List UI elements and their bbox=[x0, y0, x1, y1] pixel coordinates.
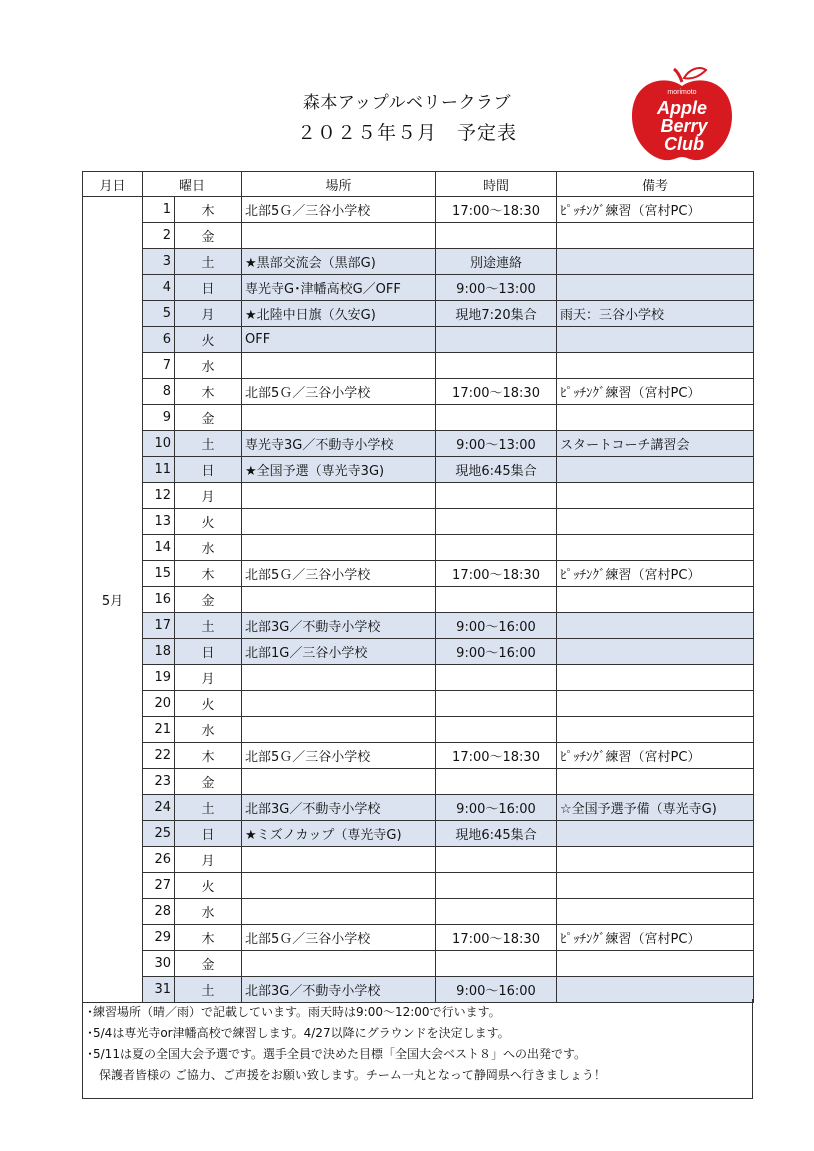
weekday-cell: 火 bbox=[175, 327, 242, 353]
note-cell bbox=[557, 249, 754, 275]
day-cell: 4 bbox=[143, 275, 175, 301]
schedule-row bbox=[83, 925, 754, 951]
schedule-row bbox=[83, 587, 754, 613]
day-cell: 7 bbox=[143, 353, 175, 379]
weekday-cell: 金 bbox=[175, 951, 242, 977]
place-cell bbox=[242, 405, 436, 431]
day-cell: 10 bbox=[143, 431, 175, 457]
logo-arc-text: morimoto bbox=[667, 89, 697, 96]
place-cell: ★北陸中日旗（久安G) bbox=[242, 301, 436, 327]
schedule-row bbox=[83, 275, 754, 301]
day-cell: 8 bbox=[143, 379, 175, 405]
weekday-cell: 金 bbox=[175, 769, 242, 795]
weekday-cell: 木 bbox=[175, 925, 242, 951]
time-cell bbox=[436, 587, 557, 613]
place-cell bbox=[242, 873, 436, 899]
weekday-cell: 水 bbox=[175, 717, 242, 743]
weekday-cell: 日 bbox=[175, 457, 242, 483]
place-cell: ★黒部交流会（黒部G) bbox=[242, 249, 436, 275]
schedule-row bbox=[83, 795, 754, 821]
schedule-row bbox=[83, 379, 754, 405]
schedule-row bbox=[83, 951, 754, 977]
place-cell bbox=[242, 665, 436, 691]
time-cell: 現地6:45集合 bbox=[436, 821, 557, 847]
weekday-cell: 火 bbox=[175, 509, 242, 535]
schedule-row bbox=[83, 405, 754, 431]
note-cell: ﾋﾟｯﾁﾝｸﾞ練習（宮村PC） bbox=[557, 379, 754, 405]
schedule-row bbox=[83, 431, 754, 457]
note-line: 保護者皆様の ご協力、ご声援をお願い致します。チーム一丸となって静岡県へ行きましょう！ bbox=[87, 1068, 606, 1082]
note-cell bbox=[557, 457, 754, 483]
time-cell: 17:00～18:30 bbox=[436, 379, 557, 405]
logo-line-apple: Apple bbox=[656, 98, 708, 118]
day-cell: 16 bbox=[143, 587, 175, 613]
weekday-cell: 月 bbox=[175, 847, 242, 873]
day-cell: 31 bbox=[143, 977, 175, 1003]
weekday-cell: 日 bbox=[175, 639, 242, 665]
place-cell bbox=[242, 691, 436, 717]
place-cell: 専光寺G･津幡高校G／OFF bbox=[242, 275, 436, 301]
header-dow: 曜日 bbox=[143, 172, 242, 197]
time-cell: 現地6:45集合 bbox=[436, 457, 557, 483]
day-cell: 11 bbox=[143, 457, 175, 483]
weekday-cell: 月 bbox=[175, 665, 242, 691]
time-cell: 別途連絡 bbox=[436, 249, 557, 275]
day-cell: 21 bbox=[143, 717, 175, 743]
note-cell bbox=[557, 951, 754, 977]
weekday-cell: 月 bbox=[175, 483, 242, 509]
time-cell: 17:00～18:30 bbox=[436, 743, 557, 769]
note-cell bbox=[557, 873, 754, 899]
note-cell bbox=[557, 613, 754, 639]
note-cell: ﾋﾟｯﾁﾝｸﾞ練習（宮村PC） bbox=[557, 925, 754, 951]
day-cell: 14 bbox=[143, 535, 175, 561]
note-cell: スタートコーチ講習会 bbox=[557, 431, 754, 457]
day-cell: 18 bbox=[143, 639, 175, 665]
day-cell: 26 bbox=[143, 847, 175, 873]
note-cell: ﾋﾟｯﾁﾝｸﾞ練習（宮村PC） bbox=[557, 561, 754, 587]
schedule-row bbox=[83, 509, 754, 535]
time-cell: 9:00～16:00 bbox=[436, 639, 557, 665]
note-cell bbox=[557, 535, 754, 561]
note-line: ･5/4は専光寺or津幡高校で練習します。4/27以降にグラウンドを決定します。 bbox=[87, 1026, 510, 1040]
weekday-cell: 木 bbox=[175, 561, 242, 587]
schedule-row bbox=[83, 821, 754, 847]
day-cell: 27 bbox=[143, 873, 175, 899]
day-cell: 28 bbox=[143, 899, 175, 925]
place-cell bbox=[242, 769, 436, 795]
note-cell: ☆全国予選予備（専光寺G) bbox=[557, 795, 754, 821]
weekday-cell: 日 bbox=[175, 821, 242, 847]
schedule-row bbox=[83, 457, 754, 483]
weekday-cell: 日 bbox=[175, 275, 242, 301]
time-cell: 9:00～13:00 bbox=[436, 275, 557, 301]
header-time: 時間 bbox=[436, 172, 557, 197]
notes-box bbox=[82, 999, 753, 1099]
day-cell: 2 bbox=[143, 223, 175, 249]
place-cell bbox=[242, 717, 436, 743]
time-cell bbox=[436, 951, 557, 977]
place-cell bbox=[242, 899, 436, 925]
schedule-row bbox=[83, 327, 754, 353]
schedule-body bbox=[83, 197, 754, 1003]
time-cell bbox=[436, 405, 557, 431]
schedule-row bbox=[83, 743, 754, 769]
schedule-row bbox=[83, 561, 754, 587]
logo-line-berry: Berry bbox=[660, 116, 708, 136]
weekday-cell: 土 bbox=[175, 795, 242, 821]
time-cell bbox=[436, 847, 557, 873]
schedule-row bbox=[83, 613, 754, 639]
schedule-row bbox=[83, 873, 754, 899]
place-cell bbox=[242, 353, 436, 379]
place-cell bbox=[242, 483, 436, 509]
weekday-cell: 土 bbox=[175, 249, 242, 275]
time-cell: 17:00～18:30 bbox=[436, 925, 557, 951]
month-cell: 5月 bbox=[83, 197, 143, 1003]
weekday-cell: 金 bbox=[175, 405, 242, 431]
schedule-row bbox=[83, 639, 754, 665]
note-cell bbox=[557, 665, 754, 691]
schedule-row bbox=[83, 223, 754, 249]
place-cell: ★全国予選（専光寺3G) bbox=[242, 457, 436, 483]
schedule-title: ２０２５年５月 予定表 bbox=[296, 122, 517, 144]
time-cell bbox=[436, 223, 557, 249]
note-cell bbox=[557, 847, 754, 873]
time-cell: 17:00～18:30 bbox=[436, 561, 557, 587]
day-cell: 25 bbox=[143, 821, 175, 847]
weekday-cell: 金 bbox=[175, 587, 242, 613]
schedule-row bbox=[83, 691, 754, 717]
time-cell: 9:00～16:00 bbox=[436, 977, 557, 1003]
note-cell bbox=[557, 353, 754, 379]
time-cell: 9:00～13:00 bbox=[436, 431, 557, 457]
weekday-cell: 水 bbox=[175, 899, 242, 925]
note-cell bbox=[557, 717, 754, 743]
apple-leaf-icon bbox=[684, 68, 706, 78]
logo-line-club: Club bbox=[664, 134, 704, 154]
note-cell bbox=[557, 691, 754, 717]
time-cell bbox=[436, 665, 557, 691]
note-cell bbox=[557, 899, 754, 925]
day-cell: 15 bbox=[143, 561, 175, 587]
weekday-cell: 木 bbox=[175, 379, 242, 405]
note-cell bbox=[557, 639, 754, 665]
header-row bbox=[83, 172, 754, 197]
schedule-row bbox=[83, 353, 754, 379]
place-cell: 北部3G／不動寺小学校 bbox=[242, 795, 436, 821]
note-cell: 雨天：三谷小学校 bbox=[557, 301, 754, 327]
time-cell bbox=[436, 327, 557, 353]
day-cell: 3 bbox=[143, 249, 175, 275]
note-cell bbox=[557, 587, 754, 613]
weekday-cell: 月 bbox=[175, 301, 242, 327]
header-note: 備考 bbox=[557, 172, 754, 197]
time-cell: 9:00～16:00 bbox=[436, 795, 557, 821]
note-cell bbox=[557, 275, 754, 301]
day-cell: 19 bbox=[143, 665, 175, 691]
note-cell: ﾋﾟｯﾁﾝｸﾞ練習（宮村PC） bbox=[557, 197, 754, 223]
place-cell: 北部5Ｇ／三谷小学校 bbox=[242, 925, 436, 951]
time-cell bbox=[436, 353, 557, 379]
time-cell bbox=[436, 717, 557, 743]
weekday-cell: 木 bbox=[175, 197, 242, 223]
schedule-table bbox=[82, 171, 754, 1003]
place-cell: 北部3G／不動寺小学校 bbox=[242, 977, 436, 1003]
place-cell bbox=[242, 535, 436, 561]
time-cell bbox=[436, 873, 557, 899]
note-cell bbox=[557, 769, 754, 795]
time-cell bbox=[436, 509, 557, 535]
note-cell bbox=[557, 223, 754, 249]
weekday-cell: 金 bbox=[175, 223, 242, 249]
place-cell: 北部1G／三谷小学校 bbox=[242, 639, 436, 665]
weekday-cell: 土 bbox=[175, 977, 242, 1003]
note-cell bbox=[557, 405, 754, 431]
day-cell: 20 bbox=[143, 691, 175, 717]
weekday-cell: 水 bbox=[175, 353, 242, 379]
schedule-row bbox=[83, 769, 754, 795]
time-cell: 9:00～16:00 bbox=[436, 613, 557, 639]
weekday-cell: 木 bbox=[175, 743, 242, 769]
place-cell bbox=[242, 223, 436, 249]
place-cell: 北部3G／不動寺小学校 bbox=[242, 613, 436, 639]
weekday-cell: 土 bbox=[175, 613, 242, 639]
place-cell bbox=[242, 587, 436, 613]
time-cell: 17:00～18:30 bbox=[436, 197, 557, 223]
note-cell bbox=[557, 327, 754, 353]
schedule-row bbox=[83, 847, 754, 873]
place-cell: 北部5Ｇ／三谷小学校 bbox=[242, 561, 436, 587]
place-cell bbox=[242, 847, 436, 873]
note-cell: ﾋﾟｯﾁﾝｸﾞ練習（宮村PC） bbox=[557, 743, 754, 769]
schedule-row bbox=[83, 197, 754, 223]
day-cell: 23 bbox=[143, 769, 175, 795]
note-line: ･5/11は夏の全国大会予選です。選手全員で決めた目標「全国大会ベスト８」への出発です。 bbox=[87, 1047, 587, 1061]
day-cell: 9 bbox=[143, 405, 175, 431]
day-cell: 5 bbox=[143, 301, 175, 327]
header-date: 月日 bbox=[83, 172, 143, 197]
time-cell: 現地7:20集合 bbox=[436, 301, 557, 327]
weekday-cell: 水 bbox=[175, 535, 242, 561]
apple-stem-icon bbox=[674, 69, 682, 82]
time-cell bbox=[436, 769, 557, 795]
note-cell bbox=[557, 509, 754, 535]
day-cell: 30 bbox=[143, 951, 175, 977]
schedule-row bbox=[83, 717, 754, 743]
apple-berry-club-logo bbox=[626, 64, 738, 164]
schedule-row bbox=[83, 535, 754, 561]
note-line: ･練習場所（晴／雨）で記載しています。雨天時は9:00～12:00で行います。 bbox=[87, 1005, 501, 1019]
place-cell: OFF bbox=[242, 327, 436, 353]
day-cell: 24 bbox=[143, 795, 175, 821]
time-cell bbox=[436, 535, 557, 561]
day-cell: 17 bbox=[143, 613, 175, 639]
note-cell bbox=[557, 821, 754, 847]
time-cell bbox=[436, 691, 557, 717]
day-cell: 12 bbox=[143, 483, 175, 509]
place-cell: 北部5Ｇ／三谷小学校 bbox=[242, 379, 436, 405]
place-cell: ★ミズノカップ（専光寺G) bbox=[242, 821, 436, 847]
day-cell: 13 bbox=[143, 509, 175, 535]
place-cell: 北部5Ｇ／三谷小学校 bbox=[242, 743, 436, 769]
header-place: 場所 bbox=[242, 172, 436, 197]
schedule-row bbox=[83, 301, 754, 327]
place-cell: 専光寺3G／不動寺小学校 bbox=[242, 431, 436, 457]
schedule-row bbox=[83, 483, 754, 509]
day-cell: 1 bbox=[143, 197, 175, 223]
schedule-row bbox=[83, 899, 754, 925]
place-cell bbox=[242, 951, 436, 977]
time-cell bbox=[436, 899, 557, 925]
weekday-cell: 火 bbox=[175, 873, 242, 899]
club-name: 森本アップルベリークラブ bbox=[302, 93, 512, 113]
weekday-cell: 火 bbox=[175, 691, 242, 717]
schedule-row bbox=[83, 249, 754, 275]
time-cell bbox=[436, 483, 557, 509]
schedule-row bbox=[83, 665, 754, 691]
place-cell: 北部5Ｇ／三谷小学校 bbox=[242, 197, 436, 223]
day-cell: 6 bbox=[143, 327, 175, 353]
weekday-cell: 土 bbox=[175, 431, 242, 457]
note-cell bbox=[557, 483, 754, 509]
day-cell: 22 bbox=[143, 743, 175, 769]
place-cell bbox=[242, 509, 436, 535]
day-cell: 29 bbox=[143, 925, 175, 951]
